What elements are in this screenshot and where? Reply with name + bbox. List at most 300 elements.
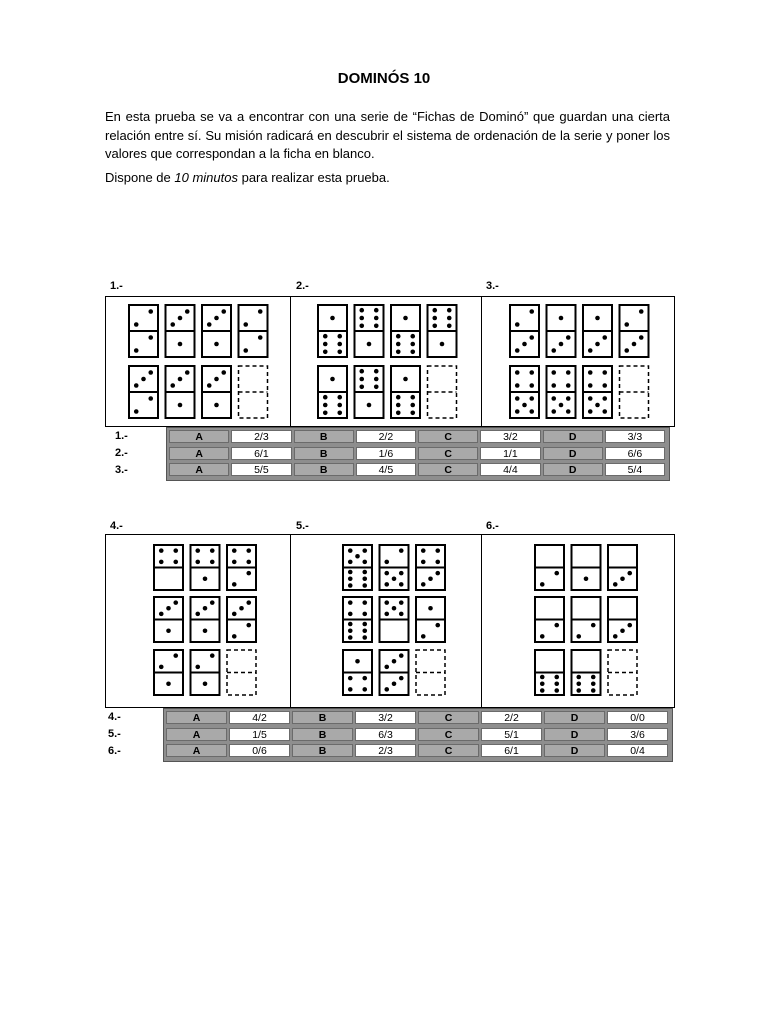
domino-pip: [551, 396, 556, 401]
domino-pip: [166, 628, 171, 633]
domino-pip: [170, 383, 175, 388]
domino-pip: [348, 560, 353, 565]
domino-pip: [392, 659, 397, 664]
domino-pip: [337, 395, 342, 400]
domino-pip: [362, 612, 367, 617]
domino-pip: [355, 554, 360, 559]
domino-pip: [221, 370, 226, 375]
domino-pip: [613, 582, 618, 587]
domino-pip: [529, 383, 534, 388]
domino-pip: [396, 395, 401, 400]
domino-pip: [591, 675, 596, 680]
domino-pip: [173, 653, 178, 658]
domino-pip: [348, 570, 353, 575]
option-letter: A: [169, 463, 229, 476]
answer-row-label: 5.-: [108, 728, 121, 740]
domino-pip: [243, 348, 248, 353]
domino-pip: [384, 571, 389, 576]
domino-pip: [246, 548, 251, 553]
domino-pip: [399, 600, 404, 605]
domino-pip: [551, 348, 556, 353]
domino-pip: [330, 316, 335, 321]
domino-pip: [166, 681, 171, 686]
option-answer[interactable]: 5/5: [231, 463, 291, 476]
domino-pip: [359, 369, 364, 374]
domino-pip: [576, 688, 581, 693]
domino-pip: [588, 396, 593, 401]
domino-pip: [348, 676, 353, 681]
domino-pip: [337, 334, 342, 339]
domino-pip: [559, 316, 564, 321]
domino-pip: [232, 582, 237, 587]
domino-pip: [359, 324, 364, 329]
domino-pip: [447, 324, 452, 329]
domino-pip: [595, 316, 600, 321]
domino-pip: [421, 560, 426, 565]
domino-pip: [207, 383, 212, 388]
domino-pip: [246, 560, 251, 565]
domino-pip: [624, 348, 629, 353]
option-letter: C: [418, 744, 479, 757]
domino-pip: [566, 409, 571, 414]
option-answer[interactable]: 2/2: [481, 711, 542, 724]
domino-pip: [529, 409, 534, 414]
time-note-prefix: Dispone de: [105, 170, 175, 185]
time-note-emphasis: 10 minutos: [174, 170, 238, 185]
option-letter: B: [294, 447, 354, 460]
domino-pip: [148, 396, 153, 401]
option-letter: B: [292, 728, 353, 741]
domino-pip: [210, 548, 215, 553]
domino-pip: [559, 403, 564, 408]
domino-pip: [392, 681, 397, 686]
domino-pip: [337, 342, 342, 347]
domino-pip: [195, 560, 200, 565]
option-answer[interactable]: 3/3: [605, 430, 665, 443]
option-letter: D: [543, 430, 603, 443]
domino-pip: [410, 403, 415, 408]
domino-pip: [178, 342, 183, 347]
problem-label: 4.-: [110, 520, 123, 532]
option-answer[interactable]: 5/4: [605, 463, 665, 476]
domino-pip: [428, 606, 433, 611]
option-letter: A: [169, 447, 229, 460]
domino-pip: [178, 403, 183, 408]
domino-pip: [374, 324, 379, 329]
domino-pip: [421, 634, 426, 639]
domino-pip: [246, 571, 251, 576]
option-letter: B: [292, 711, 353, 724]
domino-pip: [374, 316, 379, 321]
domino-pip: [554, 681, 559, 686]
option-letter: D: [543, 447, 603, 460]
domino-pip: [232, 548, 237, 553]
domino-pip: [554, 623, 559, 628]
domino-pip: [232, 560, 237, 565]
domino-pip: [566, 335, 571, 340]
domino-pip: [584, 576, 589, 581]
problem-label: 3.-: [486, 280, 499, 292]
domino-pip: [529, 396, 534, 401]
domino-pip: [396, 350, 401, 355]
domino-pip: [384, 612, 389, 617]
domino-pip: [627, 571, 632, 576]
domino-pip: [576, 675, 581, 680]
answer-row-label: 4.-: [108, 711, 121, 723]
instructions-paragraph: En esta prueba se va a encontrar con una serie de “Fichas de Dominó” que guardan una cierta relación entre sí. Su misión radicará en descubrir el sistema de ordenación de la serie y poner los valores que correspondan a la ficha en blanco.: [105, 109, 670, 161]
domino-pip: [410, 350, 415, 355]
domino-pip: [384, 600, 389, 605]
domino-pip: [178, 377, 183, 382]
domino-pip: [243, 322, 248, 327]
domino-pip: [195, 665, 200, 670]
domino-pip: [591, 623, 596, 628]
domino-pip: [515, 348, 520, 353]
domino-pip: [540, 675, 545, 680]
domino-pip: [348, 612, 353, 617]
domino-pip: [591, 681, 596, 686]
domino-pip: [374, 308, 379, 313]
option-answer[interactable]: 4/2: [229, 711, 290, 724]
domino-pip: [178, 316, 183, 321]
domino-pip: [210, 653, 215, 658]
domino-pip: [185, 309, 190, 314]
domino-pip: [359, 377, 364, 382]
domino-pip: [195, 612, 200, 617]
domino-pip: [173, 560, 178, 565]
domino-pip: [540, 582, 545, 587]
domino-pip: [173, 600, 178, 605]
domino-pip: [359, 308, 364, 313]
domino-pip: [540, 681, 545, 686]
option-answer[interactable]: 4/4: [480, 463, 540, 476]
domino-pip: [258, 335, 263, 340]
domino-pip: [447, 308, 452, 313]
domino-pip: [355, 659, 360, 664]
domino-pip: [559, 342, 564, 347]
domino-pip: [410, 395, 415, 400]
domino-pip: [258, 309, 263, 314]
domino-pip: [529, 335, 534, 340]
domino-pip: [435, 571, 440, 576]
domino-pip: [359, 316, 364, 321]
domino-pip: [410, 342, 415, 347]
domino-pip: [323, 342, 328, 347]
problem-label: 1.-: [110, 280, 123, 292]
option-answer[interactable]: 6/3: [355, 728, 416, 741]
domino-pip: [323, 395, 328, 400]
option-answer[interactable]: 1/6: [356, 447, 416, 460]
domino-pip: [515, 322, 520, 327]
option-answer[interactable]: 2/3: [231, 430, 291, 443]
domino-pip: [588, 383, 593, 388]
domino-pip: [141, 377, 146, 382]
option-answer[interactable]: 5/1: [481, 728, 542, 741]
option-letter: B: [294, 430, 354, 443]
domino-pip: [595, 403, 600, 408]
domino-pip: [421, 548, 426, 553]
domino-pip: [221, 309, 226, 314]
domino-pip: [348, 548, 353, 553]
domino-pip: [396, 411, 401, 416]
option-answer[interactable]: 6/1: [481, 744, 542, 757]
domino-pip: [576, 681, 581, 686]
domino-pip: [367, 342, 372, 347]
problem-label: 6.-: [486, 520, 499, 532]
option-answer[interactable]: 1/5: [229, 728, 290, 741]
domino-pip: [602, 409, 607, 414]
domino-pip: [529, 370, 534, 375]
domino-pip: [620, 628, 625, 633]
domino-pip: [399, 548, 404, 553]
option-answer[interactable]: 1/1: [480, 447, 540, 460]
option-letter: C: [418, 711, 479, 724]
domino-pip: [214, 342, 219, 347]
domino-pip: [170, 322, 175, 327]
domino-pip: [602, 396, 607, 401]
option-letter: C: [418, 728, 479, 741]
domino-pip: [384, 560, 389, 565]
domino-pip: [362, 635, 367, 640]
domino-pip: [399, 571, 404, 576]
domino-pip: [421, 582, 426, 587]
option-letter: D: [544, 711, 605, 724]
domino-pip: [362, 622, 367, 627]
domino-pip: [337, 411, 342, 416]
domino-pip: [159, 665, 164, 670]
domino-pip: [203, 681, 208, 686]
domino-pip: [399, 582, 404, 587]
domino-pip: [399, 653, 404, 658]
domino-pip: [522, 342, 527, 347]
domino-pip: [159, 612, 164, 617]
domino-pip: [540, 688, 545, 693]
domino-pip: [362, 560, 367, 565]
domino-pip: [362, 628, 367, 633]
option-answer[interactable]: 3/6: [607, 728, 668, 741]
domino-pip: [148, 309, 153, 314]
option-answer[interactable]: 2/3: [355, 744, 416, 757]
domino-pip: [639, 309, 644, 314]
domino-pip: [588, 370, 593, 375]
domino-pip: [134, 348, 139, 353]
domino-pip: [566, 383, 571, 388]
domino-pip: [595, 342, 600, 347]
option-answer[interactable]: 3/2: [480, 430, 540, 443]
domino-pip: [602, 370, 607, 375]
option-letter: D: [544, 728, 605, 741]
option-letter: A: [166, 728, 227, 741]
domino-pip: [588, 409, 593, 414]
option-answer[interactable]: 0/6: [229, 744, 290, 757]
problem-label: 5.-: [296, 520, 309, 532]
domino-pip: [239, 606, 244, 611]
domino-pip: [159, 548, 164, 553]
option-answer[interactable]: 6/1: [231, 447, 291, 460]
option-letter: D: [544, 744, 605, 757]
domino-pip: [588, 348, 593, 353]
domino-pip: [359, 385, 364, 390]
page-title: DOMINÓS 10: [337, 70, 431, 87]
domino-pip: [522, 403, 527, 408]
domino-pip: [435, 560, 440, 565]
domino-pip: [515, 383, 520, 388]
domino-pip: [447, 316, 452, 321]
domino-pip: [210, 560, 215, 565]
domino-pip: [392, 606, 397, 611]
domino-pip: [529, 309, 534, 314]
domino-pip: [203, 606, 208, 611]
domino-pip: [207, 322, 212, 327]
domino-pip: [214, 316, 219, 321]
domino-pip: [591, 688, 596, 693]
domino-pip: [399, 676, 404, 681]
domino-pip: [232, 634, 237, 639]
problem-label: 2.-: [296, 280, 309, 292]
domino-pip: [148, 370, 153, 375]
domino-pip: [246, 623, 251, 628]
domino-pip: [602, 383, 607, 388]
domino-pip: [148, 335, 153, 340]
domino-pip: [576, 634, 581, 639]
domino-pip: [515, 370, 520, 375]
option-letter: B: [294, 463, 354, 476]
domino-pip: [134, 383, 139, 388]
domino-pip: [627, 623, 632, 628]
domino-pip: [362, 676, 367, 681]
domino-pip: [566, 370, 571, 375]
domino-pip: [203, 576, 208, 581]
domino-pip: [435, 548, 440, 553]
domino-pip: [323, 334, 328, 339]
domino-pip: [246, 600, 251, 605]
domino-pip: [554, 571, 559, 576]
domino-pip: [566, 396, 571, 401]
domino-pip: [330, 377, 335, 382]
domino-pip: [362, 570, 367, 575]
domino-pip: [348, 687, 353, 692]
domino-pip: [367, 403, 372, 408]
domino-pip: [515, 396, 520, 401]
domino-pip: [384, 582, 389, 587]
domino-pip: [392, 576, 397, 581]
domino-pip: [232, 612, 237, 617]
domino-pip: [134, 409, 139, 414]
domino-pip: [554, 688, 559, 693]
domino-pip: [624, 322, 629, 327]
domino-pip: [362, 576, 367, 581]
domino-pip: [384, 687, 389, 692]
domino-pip: [440, 342, 445, 347]
domino-pip: [348, 583, 353, 588]
domino-pip: [554, 675, 559, 680]
option-answer[interactable]: 6/6: [605, 447, 665, 460]
domino-pip: [374, 377, 379, 382]
domino-pip: [540, 634, 545, 639]
domino-pip: [337, 403, 342, 408]
domino-pip: [396, 342, 401, 347]
domino-pip: [203, 628, 208, 633]
domino-pip: [435, 623, 440, 628]
answer-row-label: 3.-: [115, 464, 128, 476]
domino-pip: [214, 377, 219, 382]
domino-pip: [362, 600, 367, 605]
domino-pip: [403, 316, 408, 321]
domino-pip: [362, 687, 367, 692]
domino-pip: [384, 665, 389, 670]
domino-pip: [602, 335, 607, 340]
domino-pip: [613, 634, 618, 639]
domino-pip: [195, 548, 200, 553]
domino-pip: [515, 409, 520, 414]
domino-pip: [362, 583, 367, 588]
domino-pip: [337, 350, 342, 355]
domino-pip: [362, 548, 367, 553]
domino-pip: [348, 622, 353, 627]
domino-pip: [134, 322, 139, 327]
option-answer[interactable]: 0/0: [607, 711, 668, 724]
option-answer[interactable]: 2/2: [356, 430, 416, 443]
domino-pip: [348, 635, 353, 640]
domino-pip: [173, 548, 178, 553]
domino-pip: [432, 308, 437, 313]
domino-pip: [210, 600, 215, 605]
option-letter: B: [292, 744, 353, 757]
domino-pip: [374, 369, 379, 374]
answer-row-label: 2.-: [115, 447, 128, 459]
time-note-suffix: para realizar esta prueba.: [237, 170, 390, 185]
option-letter: D: [543, 463, 603, 476]
domino-pip: [551, 370, 556, 375]
option-answer[interactable]: 3/2: [355, 711, 416, 724]
option-letter: A: [166, 711, 227, 724]
answer-row-label: 1.-: [115, 430, 128, 442]
domino-pip: [348, 600, 353, 605]
option-answer[interactable]: 0/4: [607, 744, 668, 757]
domino-pip: [323, 411, 328, 416]
domino-pip: [620, 576, 625, 581]
domino-pip: [428, 576, 433, 581]
domino-pip: [551, 383, 556, 388]
domino-pip: [551, 409, 556, 414]
domino-pip: [632, 342, 637, 347]
option-letter: A: [166, 744, 227, 757]
domino-pip: [185, 370, 190, 375]
domino-pip: [323, 350, 328, 355]
option-letter: C: [418, 463, 478, 476]
answer-row-label: 6.-: [108, 745, 121, 757]
domino-pip: [166, 606, 171, 611]
domino-pip: [396, 403, 401, 408]
domino-pip: [348, 628, 353, 633]
option-letter: C: [418, 447, 478, 460]
domino-pip: [432, 324, 437, 329]
domino-pip: [403, 377, 408, 382]
domino-pip: [410, 334, 415, 339]
option-letter: C: [418, 430, 478, 443]
domino-pip: [396, 334, 401, 339]
option-answer[interactable]: 4/5: [356, 463, 416, 476]
domino-pip: [323, 403, 328, 408]
domino-pip: [410, 411, 415, 416]
domino-pip: [348, 576, 353, 581]
option-letter: A: [169, 430, 229, 443]
domino-pip: [639, 335, 644, 340]
domino-pip: [374, 385, 379, 390]
domino-pip: [399, 612, 404, 617]
domino-pip: [432, 316, 437, 321]
domino-pip: [214, 403, 219, 408]
